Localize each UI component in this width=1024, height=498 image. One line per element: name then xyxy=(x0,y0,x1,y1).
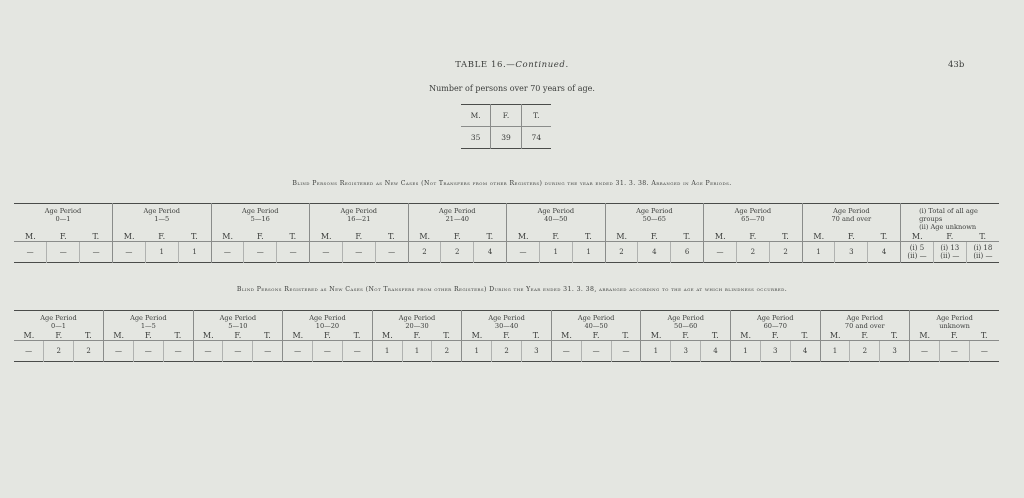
table-cell: — xyxy=(253,341,283,362)
sex-header: M. xyxy=(193,330,223,341)
sex-header: M. xyxy=(901,231,934,242)
sex-header: F. xyxy=(144,331,152,340)
sex-header: F. xyxy=(453,232,461,241)
age-group-range: 1—5 xyxy=(140,322,156,330)
age-group-header xyxy=(641,311,731,331)
age-group-range: 0—1 xyxy=(55,215,71,223)
age-group-header xyxy=(14,311,104,331)
total-value: (i) 13 xyxy=(940,244,960,252)
age-group-range: 30—40 xyxy=(494,322,519,330)
table-cell: — xyxy=(14,341,44,362)
table-cell: — xyxy=(223,341,253,362)
age-group-header xyxy=(605,204,704,232)
age-group-label: Age Period xyxy=(757,314,794,322)
table1-caption: Blind Persons Registered as New Cases (Not Transfers from other Registers) during the year ended 31. 3. 38. Arranged in Age Periods. xyxy=(292,180,732,187)
age-group-range: 70 and over xyxy=(831,215,872,223)
over70-caption: Number of persons over 70 years of age. xyxy=(429,84,595,93)
table-cell: 1 xyxy=(462,341,492,362)
table-cell: — xyxy=(47,242,80,263)
sex-header: F. xyxy=(847,232,855,241)
age-group-label: Age Period xyxy=(667,314,704,322)
sex-header: M. xyxy=(462,330,492,341)
age-group-range: 50—65 xyxy=(642,215,666,223)
table-cell: 1 xyxy=(641,341,671,362)
age-group-range: 1—5 xyxy=(154,215,170,223)
sex-header: T. xyxy=(85,331,92,340)
table-cell: 2 xyxy=(769,242,802,263)
sex-header: M. xyxy=(641,330,671,341)
table-cell: 1 xyxy=(372,341,402,362)
table-cell: 2 xyxy=(605,242,638,263)
sex-header: T. xyxy=(532,331,540,340)
sex-header: F. xyxy=(234,331,242,340)
table-cell: 3 xyxy=(760,341,790,362)
age-period-table xyxy=(14,203,999,263)
unknown-value: (ii) — xyxy=(907,252,927,260)
age-group-header xyxy=(14,204,112,232)
age-group-header xyxy=(730,311,820,331)
table-cell: 2 xyxy=(432,341,462,362)
sex-header: T. xyxy=(388,232,395,241)
sex-header-row xyxy=(14,231,999,242)
sex-header: F. xyxy=(323,331,331,340)
sex-header: T. xyxy=(683,232,691,241)
table-cell: 2 xyxy=(441,242,474,263)
page-number: 43b xyxy=(948,60,965,70)
sex-header: F. xyxy=(413,331,421,340)
over70-header-m: M. xyxy=(461,105,491,127)
table-cell: — xyxy=(310,242,343,263)
sex-header: F. xyxy=(59,232,67,241)
table-cell: 3 xyxy=(521,341,551,362)
age-group-header xyxy=(193,311,283,331)
sex-header: T. xyxy=(353,331,361,340)
age-group-header xyxy=(310,204,409,232)
sex-header: M. xyxy=(25,232,36,241)
table-cell: — xyxy=(112,242,145,263)
age-group-label: Age Period xyxy=(242,207,279,215)
sex-header: M. xyxy=(820,330,850,341)
table-cell: — xyxy=(342,242,375,263)
table-cell: 4 xyxy=(701,341,731,362)
over70-header-row xyxy=(461,105,551,127)
sex-header: T. xyxy=(289,232,297,241)
table-cell: — xyxy=(342,341,372,362)
sex-header: F. xyxy=(355,232,363,241)
sex-header: T. xyxy=(264,331,271,340)
table-cell: 1 xyxy=(402,341,432,362)
sex-header: T. xyxy=(585,232,592,241)
table-cell: — xyxy=(375,242,408,263)
age-group-range: 16—21 xyxy=(347,215,371,223)
table-cell: 1 xyxy=(539,242,572,263)
table-cell: 2 xyxy=(850,341,880,362)
sex-header: M. xyxy=(211,231,244,242)
sex-header: M. xyxy=(112,231,145,242)
age-group-header xyxy=(551,311,641,331)
age-group-range: 5—10 xyxy=(228,322,248,330)
age-group-label: Age Period xyxy=(439,207,476,215)
age-group-range: 40—50 xyxy=(544,215,568,223)
table-cell: 1 xyxy=(730,341,760,362)
age-group-header xyxy=(802,204,900,232)
sex-header: M. xyxy=(283,330,313,341)
total-label: (i) Total of all age groups xyxy=(919,207,978,223)
table-cell: 4 xyxy=(868,242,901,263)
table-cell: — xyxy=(277,242,310,263)
age-group-header xyxy=(910,311,1000,331)
sex-header: M. xyxy=(310,231,343,242)
value-row xyxy=(14,242,999,263)
table-cell: — xyxy=(244,242,277,263)
sex-header: T. xyxy=(443,331,450,340)
table-cell: — xyxy=(704,242,737,263)
total-value: (i) 18 xyxy=(973,244,993,252)
table-cell: — xyxy=(611,341,641,362)
age-group-header xyxy=(211,204,310,232)
sex-header: T. xyxy=(782,232,789,241)
table-cell: 3 xyxy=(880,341,910,362)
age-group-label: Age Period xyxy=(734,207,772,215)
sex-header: T. xyxy=(92,232,100,241)
sex-header: F. xyxy=(749,232,757,241)
age-group-range: 60—70 xyxy=(763,322,787,330)
table-cell: — xyxy=(193,341,223,362)
table-cell: — xyxy=(581,341,611,362)
sex-header: F. xyxy=(158,232,166,241)
age-group-label: Age Period xyxy=(40,314,77,322)
table-cell: — xyxy=(507,242,540,263)
table-cell: — xyxy=(80,242,113,263)
age-group-range: 0—1 xyxy=(51,322,66,330)
sex-header: M. xyxy=(372,330,402,341)
sex-header: F. xyxy=(592,331,600,340)
age-group-label: Age Period xyxy=(936,314,973,322)
value-row xyxy=(14,341,999,362)
age-group-label: Age Period xyxy=(636,207,673,215)
table-cell: 1 xyxy=(145,242,178,263)
table-cell: — xyxy=(910,341,940,362)
sex-header: M. xyxy=(704,231,737,242)
table-cell: 1 xyxy=(802,242,835,263)
age-group-range: 40—50 xyxy=(584,322,608,330)
table-cell: 4 xyxy=(638,242,671,263)
table-cell: 3 xyxy=(835,242,868,263)
table-cell: — xyxy=(14,242,47,263)
table-cell: 4 xyxy=(790,341,820,362)
table-cell: 2 xyxy=(74,341,104,362)
age-group-label: Age Period xyxy=(488,314,525,322)
sex-header: F. xyxy=(771,331,779,340)
unknown-value: (ii) — xyxy=(940,252,960,260)
age-group-label: Age Period xyxy=(398,314,436,322)
total-unknown-cell xyxy=(933,242,966,263)
age-group-header xyxy=(507,204,606,232)
table-cell: 1 xyxy=(178,242,211,263)
sex-header: T. xyxy=(880,232,888,241)
age-group-range: 10—20 xyxy=(315,322,340,330)
sex-header: F. xyxy=(861,331,869,340)
age-group-header xyxy=(112,204,211,232)
table-title-main: TABLE 16. xyxy=(455,60,507,70)
age-group-label: Age Period xyxy=(130,314,167,322)
age-group-label: Age Period xyxy=(44,207,82,215)
sex-header: M. xyxy=(408,231,441,242)
sex-header: F. xyxy=(503,331,510,340)
age-group-header xyxy=(462,311,552,331)
table-cell: 4 xyxy=(474,242,507,263)
group-header-row xyxy=(14,311,999,331)
table-cell: — xyxy=(313,341,343,362)
table-cell: — xyxy=(211,242,244,263)
over70-header-f: F. xyxy=(491,105,521,127)
over70-value-t: 74 xyxy=(531,133,542,142)
unknown-label: (ii) Age unknown xyxy=(919,223,977,231)
sex-header: T. xyxy=(980,331,988,340)
age-group-label: Age Period xyxy=(219,314,257,322)
sex-header: M. xyxy=(104,330,134,341)
table-cell: 2 xyxy=(44,341,74,362)
age-group-range: 5—16 xyxy=(250,215,270,223)
sex-header: T. xyxy=(979,232,987,241)
total-value: (i) 5 xyxy=(909,244,925,252)
age-group-label: Age Period xyxy=(143,207,180,215)
total-unknown-header xyxy=(901,204,1000,232)
table-cell: 2 xyxy=(736,242,769,263)
sex-header: T. xyxy=(801,331,809,340)
table-cell: 1 xyxy=(572,242,605,263)
table-cell: 6 xyxy=(671,242,704,263)
age-group-header xyxy=(372,311,462,331)
total-unknown-cell xyxy=(966,242,999,263)
table-cell: — xyxy=(283,341,313,362)
age-group-label: Age Period xyxy=(577,314,615,322)
sex-header: T. xyxy=(711,331,719,340)
table-cell: — xyxy=(163,341,193,362)
sex-header: M. xyxy=(802,231,835,242)
unknown-value: (ii) — xyxy=(973,252,993,260)
age-group-range: 21—40 xyxy=(445,215,469,223)
total-unknown-cell xyxy=(901,242,934,263)
age-group-header xyxy=(283,311,373,331)
age-group-label: Age Period xyxy=(340,207,378,215)
table-cell: — xyxy=(551,341,581,362)
table-cell: — xyxy=(104,341,134,362)
sex-header: F. xyxy=(650,232,658,241)
sex-header: M. xyxy=(730,330,760,341)
table-cell: — xyxy=(939,341,969,362)
age-group-label: Age Period xyxy=(846,314,884,322)
sex-header: T. xyxy=(190,232,198,241)
sex-header: T. xyxy=(486,232,494,241)
sex-header: F. xyxy=(256,232,264,241)
age-group-label: Age Period xyxy=(309,314,346,322)
sex-header: M. xyxy=(910,330,940,341)
sex-header: M. xyxy=(507,231,540,242)
table-cell: 2 xyxy=(408,242,441,263)
table-cell: 1 xyxy=(820,341,850,362)
sex-header-row xyxy=(14,330,999,341)
over70-value-f: 39 xyxy=(491,127,521,149)
table-cell: — xyxy=(133,341,163,362)
table-cell: 3 xyxy=(671,341,701,362)
age-group-label: Age Period xyxy=(537,207,575,215)
age-group-range: 70 and over xyxy=(844,322,885,330)
blindness-onset-table xyxy=(14,310,999,362)
sex-header: F. xyxy=(552,232,560,241)
over70-value-row xyxy=(461,127,551,149)
age-group-header xyxy=(104,311,194,331)
table-cell: 2 xyxy=(492,341,522,362)
age-group-range: 20—30 xyxy=(405,322,429,330)
sex-header: F. xyxy=(55,331,63,340)
age-group-header xyxy=(408,204,507,232)
sex-header: M. xyxy=(551,330,581,341)
table2-caption: Blind Persons Registered as New Cases (Not Transfers from other Registers) During the Year ended 31. 3. 38, arranged according to the age at which blindness occurred. xyxy=(236,286,788,293)
sex-header: T. xyxy=(174,331,182,340)
age-group-range: 65—70 xyxy=(741,215,765,223)
sex-header: F. xyxy=(950,331,958,340)
age-group-range: unknown xyxy=(939,322,970,330)
age-group-header xyxy=(820,311,910,331)
sex-header: F. xyxy=(946,232,954,241)
over70-table xyxy=(461,104,551,149)
over70-header-t: T. xyxy=(521,105,551,127)
table-cell: — xyxy=(969,341,999,362)
table-title-suffix: Continued. xyxy=(515,60,569,70)
sex-header: M. xyxy=(23,331,35,340)
over70-value-m: 35 xyxy=(461,127,491,149)
table-title: TABLE 16.—Continued. xyxy=(455,60,569,70)
sex-header: F. xyxy=(682,331,690,340)
age-group-header xyxy=(704,204,803,232)
sex-header: M. xyxy=(605,231,638,242)
age-group-label: Age Period xyxy=(833,207,870,215)
age-group-range: 50—60 xyxy=(674,322,698,330)
sex-header: T. xyxy=(891,331,898,340)
sex-header: T. xyxy=(622,331,630,340)
group-header-row xyxy=(14,204,999,232)
